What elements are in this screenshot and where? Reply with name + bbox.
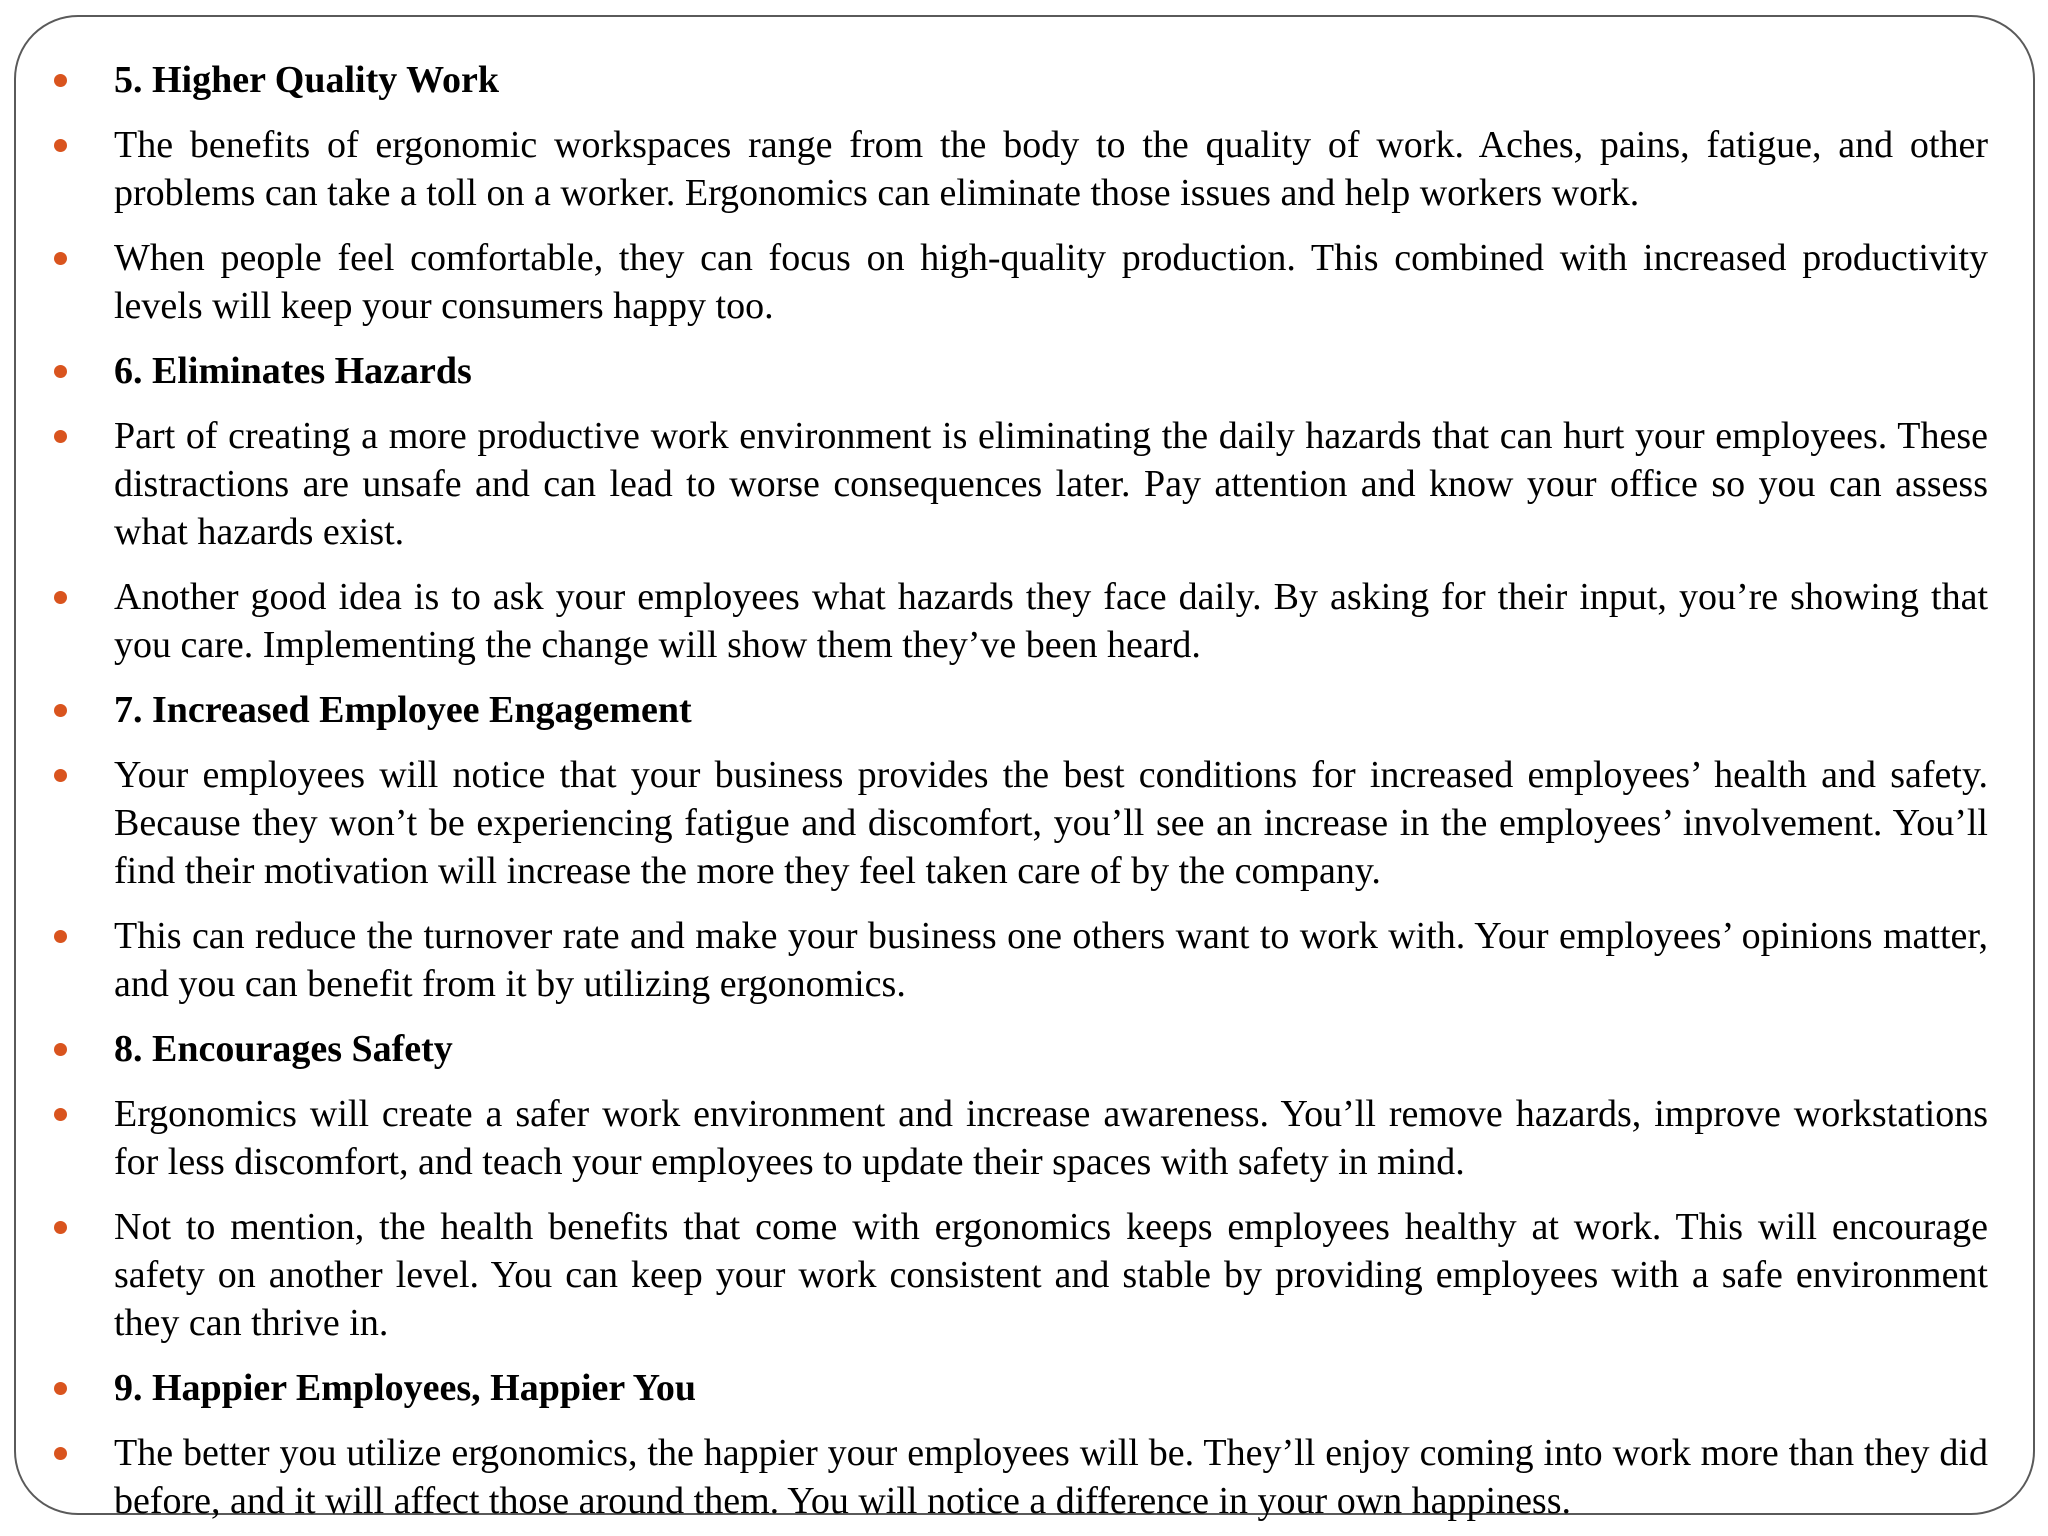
bullet-icon	[54, 1447, 67, 1460]
item-text: 7. Increased Employee Engagement	[114, 689, 692, 731]
item-text: The better you utilize ergonomics, the happier your employees will be. They’ll enjoy coming into work more than they did before, and it will affect those around them. You will notice a difference in your own happiness.	[114, 1432, 1988, 1521]
bullet-icon	[54, 930, 67, 943]
paragraph-item	[0, 121, 2048, 217]
bullet-icon	[54, 1221, 67, 1234]
item-text: 6. Eliminates Hazards	[114, 350, 472, 392]
bullet-icon	[54, 1108, 67, 1121]
item-text: This can reduce the turnover rate and make your business one others want to work with. Your employees’ opinions matter, and you can benefit from it by utilizing ergonomics.	[114, 915, 1988, 1005]
item-text: When people feel comfortable, they can focus on high-quality production. This combined with increased productivity levels will keep your consumers happy too.	[114, 237, 1988, 327]
item-text: Not to mention, the health benefits that come with ergonomics keeps employees healthy at work. This will encourage safety on another level. You can keep your work consistent and stable by providing employees with a safe environment they can thrive in.	[114, 1206, 1988, 1344]
item-text: 9. Happier Employees, Happier You	[114, 1367, 697, 1409]
item-text: 8. Encourages Safety	[114, 1028, 453, 1070]
heading-encourages-safety	[0, 1025, 2048, 1073]
bullet-icon	[54, 252, 67, 265]
item-text: Your employees will notice that your business provides the best conditions for increased employees’ health and safety. Because they won’t be experiencing fatigue and discomfort, you’ll see an increase in the employees’ involvement. You’ll find their motivation will increase the more they feel taken care of by the company.	[114, 754, 1988, 892]
heading-higher-quality-work	[0, 56, 2048, 104]
paragraph-item	[0, 1429, 2048, 1521]
item-text: The benefits of ergonomic workspaces range from the body to the quality of work. Aches, pains, fatigue, and other problems can take a toll on a worker. Ergonomics can eliminate those issues and help workers work.	[114, 124, 1988, 214]
bullet-icon	[54, 430, 67, 443]
paragraph-item	[0, 751, 2048, 895]
heading-eliminates-hazards	[0, 347, 2048, 395]
bullet-list	[0, 56, 2048, 1521]
paragraph-item	[0, 234, 2048, 330]
bullet-icon	[54, 365, 67, 378]
bullet-icon	[54, 1043, 67, 1056]
slide-content	[0, 56, 2048, 1521]
bullet-icon	[54, 769, 67, 782]
bullet-icon	[54, 139, 67, 152]
bullet-icon	[54, 591, 67, 604]
bullet-icon	[54, 74, 67, 87]
item-text: Another good idea is to ask your employees what hazards they face daily. By asking for their input, you’re showing that you care. Implementing the change will show them they’ve been heard.	[114, 576, 1988, 666]
paragraph-item	[0, 1090, 2048, 1186]
paragraph-item	[0, 573, 2048, 669]
bullet-icon	[54, 704, 67, 717]
paragraph-item	[0, 1203, 2048, 1347]
item-text: Part of creating a more productive work environment is eliminating the daily hazards that can hurt your employees. These distractions are unsafe and can lead to worse consequences later. Pay attention and know your office so you can assess what hazards exist.	[114, 415, 1988, 553]
heading-happier-employees	[0, 1364, 2048, 1412]
item-text: Ergonomics will create a safer work environment and increase awareness. You’ll remove hazards, improve workstations for less discomfort, and teach your employees to update their spaces with safety in mind.	[114, 1093, 1988, 1183]
item-text: 5. Higher Quality Work	[114, 59, 499, 101]
heading-increased-employee-engagement	[0, 686, 2048, 734]
bullet-icon	[54, 1382, 67, 1395]
paragraph-item	[0, 412, 2048, 556]
paragraph-item	[0, 912, 2048, 1008]
